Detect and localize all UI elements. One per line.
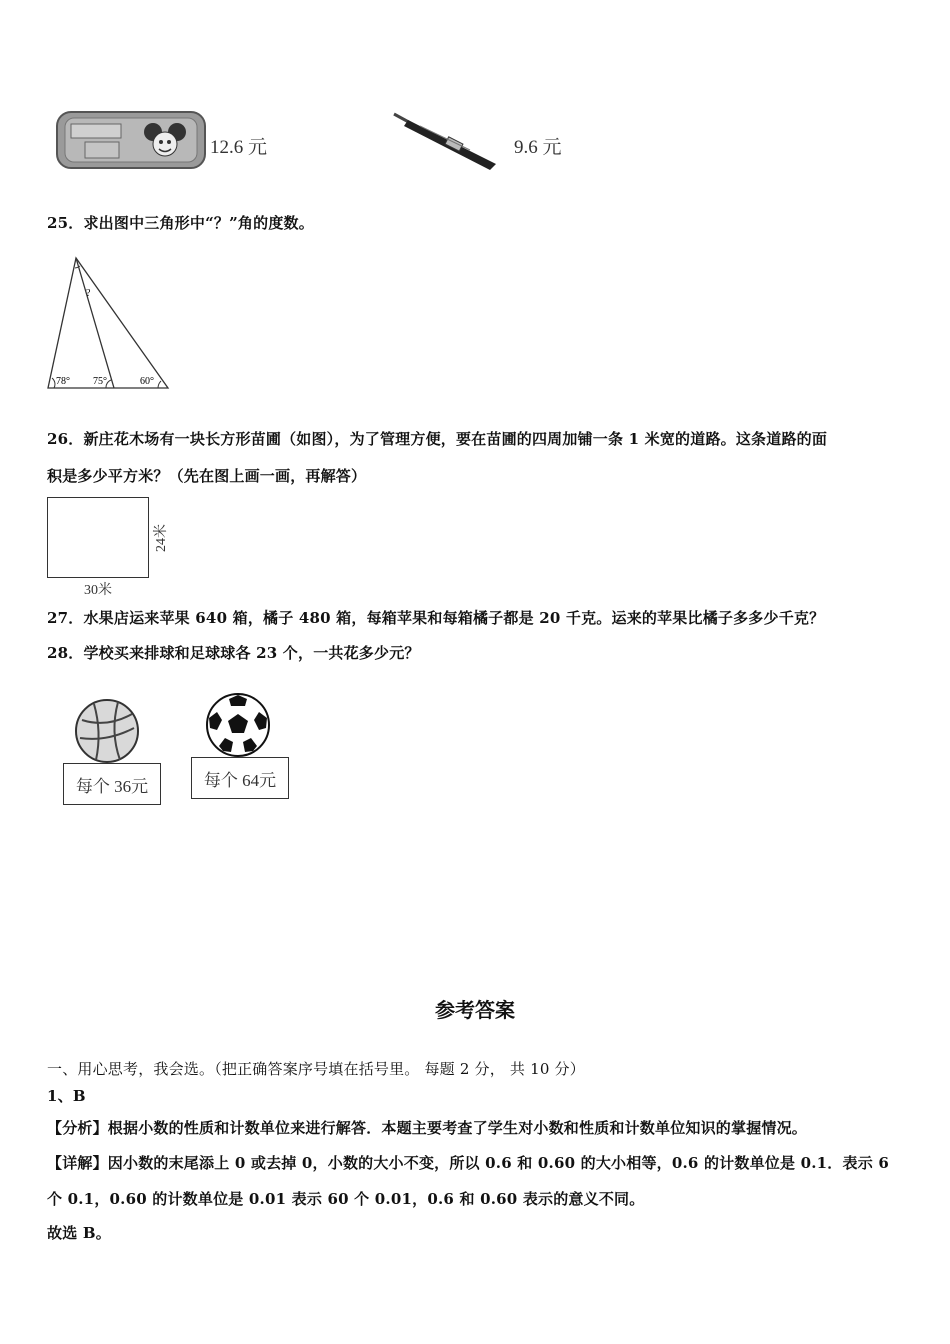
soccer-ball-image xyxy=(205,692,271,758)
nursery-width-label: 30米 xyxy=(84,583,112,598)
answer-analysis: 【分析】根据小数的性质和计数单位来进行解答．本题主要考查了学生对小数和性质和计数单位知识的掌握情况。 xyxy=(47,1119,808,1137)
pen-price: 9.6 元 xyxy=(514,137,562,158)
angle-75-label: 75° xyxy=(93,376,107,387)
pencil-case-image xyxy=(55,108,207,172)
nursery-rectangle xyxy=(47,497,149,578)
answer-detail-line2: 个 0.1，0.60 的计数单位是 0.01 表示 60 个 0.01，0.6 和 0.60 表示的意义不同。 xyxy=(47,1190,645,1208)
answer-conclusion: 故选 B。 xyxy=(47,1224,111,1242)
volleyball-price: 每个 36元 xyxy=(75,776,149,796)
answer-1: 1、B xyxy=(47,1087,86,1105)
question-28: 28．学校买来排球和足球球各 23 个，一共花多少元？ xyxy=(47,644,420,662)
volleyball-image xyxy=(74,698,140,764)
answers-section-1: 一、用心思考，我会选。（把正确答案序号填在括号里。 每题 2 分， 共 10 分） xyxy=(47,1060,585,1078)
pencil-case-price: 12.6 元 xyxy=(210,137,268,158)
angle-60-label: 60° xyxy=(140,376,154,387)
answers-title: 参考答案 xyxy=(435,998,515,1022)
nursery-height-label: 24米 xyxy=(154,524,169,552)
question-25: 25．求出图中三角形中“？”角的度数。 xyxy=(47,214,314,232)
pen-image xyxy=(390,108,502,172)
soccer-price-box xyxy=(191,757,289,799)
volleyball-price-box xyxy=(63,763,161,805)
angle-78-label: 78° xyxy=(56,376,70,387)
soccer-price: 每个 64元 xyxy=(203,770,277,790)
question-26-line2: 积是多少平方米？（先在图上画一画，再解答） xyxy=(47,467,367,485)
answer-detail-line1: 【详解】因小数的末尾添上 0 或去掉 0，小数的大小不变，所以 0.6 和 0.60 的大小相等，0.6 的计数单位是 0.1．表示 6 xyxy=(47,1154,889,1172)
angle-unknown-label: ? xyxy=(86,288,91,299)
triangle-figure xyxy=(44,254,174,392)
question-26-line1: 26．新庄花木场有一块长方形苗圃（如图），为了管理方便，要在苗圃的四周加铺一条 1 米宽的道路。这条道路的面 xyxy=(47,430,828,448)
question-27: 27．水果店运来苹果 640 箱，橘子 480 箱，每箱苹果和每箱橘子都是 20 千克。运来的苹果比橘子多多少千克？ xyxy=(47,609,825,627)
